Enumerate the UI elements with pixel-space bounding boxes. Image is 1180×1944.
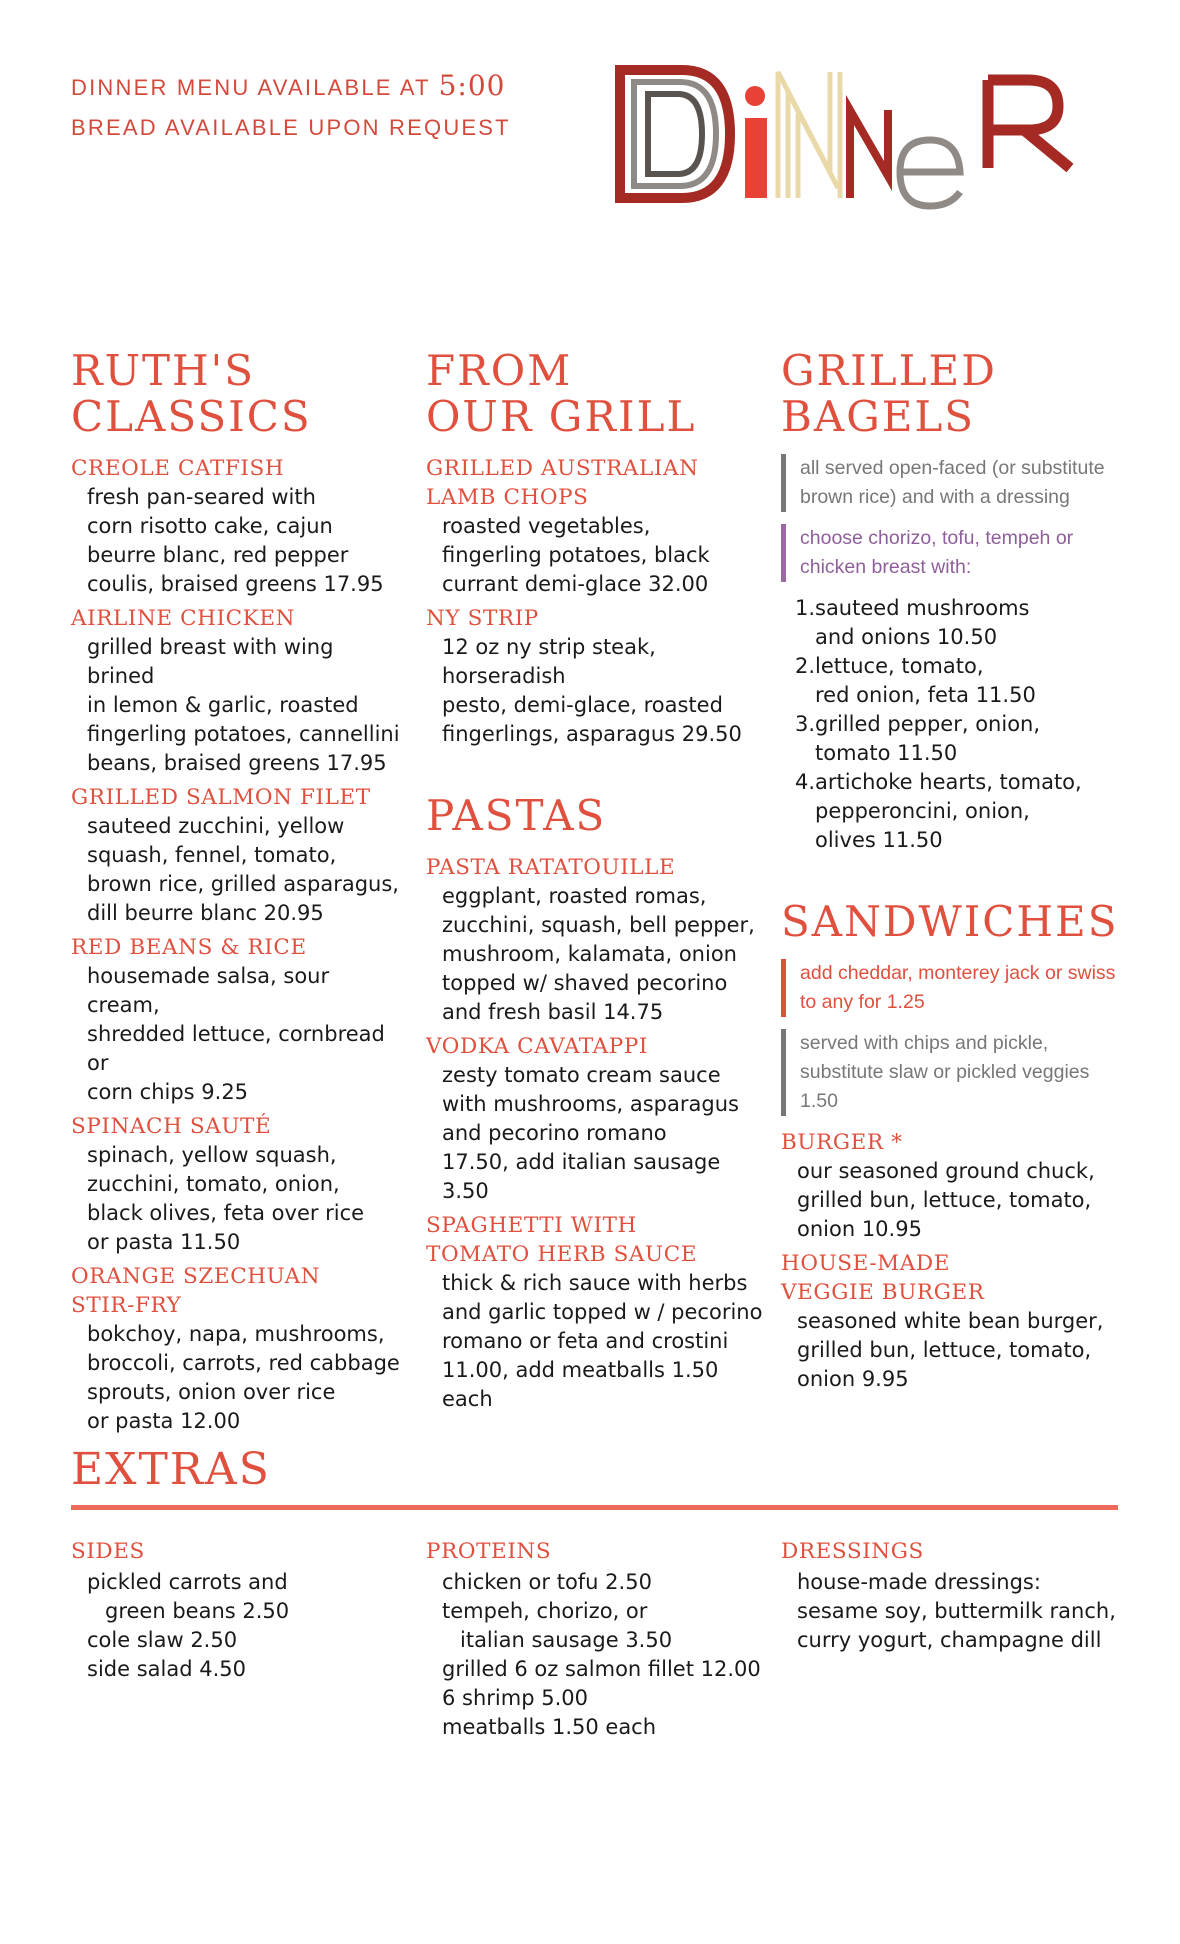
bagels-and-sandwiches-column xyxy=(781,348,1121,1399)
list-item: 2. lettuce, tomato, red onion, feta 11.50 xyxy=(795,654,1036,707)
item-description: roasted vegetables, fingerling potatoes, black currant demi-glace 32.00 xyxy=(442,514,710,596)
item-name: HOUSE-MADE VEGGIE BURGER xyxy=(781,1251,985,1305)
dressings-group xyxy=(781,1537,1121,1655)
list-item: sesame soy, buttermilk ranch, xyxy=(797,1599,1116,1623)
list-item: grilled 6 oz salmon fillet 12.00 xyxy=(442,1657,761,1681)
item-name: BURGER * xyxy=(781,1130,903,1155)
list-item: chicken or tofu 2.50 xyxy=(442,1570,652,1594)
sandwiches-title: SANDWICHES xyxy=(781,897,1119,946)
item-description: grilled breast with wing brined in lemon & garlic, roasted fingerling potatoes, cannellini beans, braised greens 17.95 xyxy=(87,635,400,775)
bagel-protein-note: choose chorizo, tofu, tempeh or chicken breast with: xyxy=(781,524,1121,582)
item-name: GRILLED AUSTRALIAN LAMB CHOPS xyxy=(426,456,699,510)
list-item: cole slaw 2.50 xyxy=(87,1628,238,1652)
item-name: SPAGHETTI WITH TOMATO HERB SAUCE xyxy=(426,1213,698,1267)
menu-item xyxy=(71,454,401,599)
bagel-serving-note: all served open-faced (or substitute brown rice) and with a dressing xyxy=(781,454,1121,512)
sides-group xyxy=(71,1537,401,1684)
menu-item xyxy=(71,1262,401,1436)
grill-and-pastas-column xyxy=(426,348,766,1419)
list-item: 4. artichoke hearts, tomato, pepperoncini, onion, olives 11.50 xyxy=(795,770,1082,852)
item-description: zesty tomato cream sauce with mushrooms, asparagus and pecorino romano 17.50, add italian sausage 3.50 xyxy=(442,1063,739,1203)
item-name: DRESSINGS xyxy=(781,1539,924,1564)
item-description: housemade salsa, sour cream, shredded lettuce, cornbread or corn chips 9.25 xyxy=(87,964,385,1104)
list-item: italian sausage 3.50 xyxy=(460,1628,673,1652)
pastas-title: PASTAS xyxy=(426,791,607,840)
item-name: RED BEANS & RICE xyxy=(71,935,307,960)
dinner-start-time: 5:00 xyxy=(438,69,506,102)
menu-item xyxy=(426,1211,766,1414)
item-name: ORANGE SZECHUAN STIR-FRY xyxy=(71,1264,321,1318)
item-name: SPINACH SAUTÉ xyxy=(71,1114,272,1139)
list-item: pickled carrots and xyxy=(87,1570,288,1594)
menu-item xyxy=(426,604,766,749)
ruths-classics-section xyxy=(71,348,401,1441)
list-item: house-made dressings: xyxy=(797,1570,1041,1594)
item-description: thick & rich sauce with herbs and garlic topped w / pecorino romano or feta and crostini 11.00, add meatballs 1.50 each xyxy=(442,1271,763,1411)
item-description: seasoned white bean burger, grilled bun, lettuce, tomato, onion 9.95 xyxy=(797,1309,1104,1391)
bread-notice: BREAD AVAILABLE UPON REQUEST xyxy=(71,115,511,140)
item-description: 12 oz ny strip steak, horseradish pesto, demi-glace, roasted fingerlings, asparagus 29.50 xyxy=(442,635,742,746)
menu-notice xyxy=(71,66,511,148)
menu-item xyxy=(781,1249,1121,1394)
list-item: 1. sauteed mushrooms and onions 10.50 xyxy=(795,596,1030,649)
menu-item xyxy=(426,1032,766,1206)
item-description: spinach, yellow squash, zucchini, tomato, onion, black olives, feta over rice or pasta 11.50 xyxy=(87,1143,365,1254)
list-item: tempeh, chorizo, or xyxy=(442,1599,648,1623)
item-description: our seasoned ground chuck, grilled bun, lettuce, tomato, onion 10.95 xyxy=(797,1159,1095,1241)
from-our-grill-title: FROM OUR GRILL xyxy=(426,346,697,441)
menu-item xyxy=(71,933,401,1107)
dinner-time-notice: DINNER MENU AVAILABLE AT 5:00 xyxy=(71,69,506,102)
item-name: SIDES xyxy=(71,1539,145,1564)
item-name: PASTA RATATOUILLE xyxy=(426,855,676,880)
item-description: eggplant, roasted romas, zucchini, squash, bell pepper, mushroom, kalamata, onion topped w/ shaved pecorino and fresh basil 14.75 xyxy=(442,884,755,1024)
list-item: curry yogurt, champagne dill xyxy=(797,1628,1102,1652)
item-name: GRILLED SALMON FILET xyxy=(71,785,371,810)
extras-divider xyxy=(71,1505,1118,1510)
extras-title: EXTRAS xyxy=(71,1444,271,1495)
menu-item xyxy=(71,783,401,928)
list-item: green beans 2.50 xyxy=(105,1599,290,1623)
list-item: 3. grilled pepper, onion, tomato 11.50 xyxy=(795,712,1041,765)
list-item: 6 shrimp 5.00 xyxy=(442,1686,588,1710)
menu-item xyxy=(781,1128,1121,1244)
item-name: NY STRIP xyxy=(426,606,539,631)
ruths-classics-title: RUTH'S CLASSICS xyxy=(71,346,312,441)
item-name: AIRLINE CHICKEN xyxy=(71,606,296,631)
item-description: sauteed zucchini, yellow squash, fennel, tomato, brown rice, grilled asparagus, dill beurre blanc 20.95 xyxy=(87,814,399,925)
menu-item xyxy=(71,1112,401,1257)
item-name: CREOLE CATFISH xyxy=(71,456,285,481)
grilled-bagels-title: GRILLED BAGELS xyxy=(781,346,997,441)
item-name: VODKA CAVATAPPI xyxy=(426,1034,649,1059)
cheese-addon-note: add cheddar, monterey jack or swiss to any for 1.25 xyxy=(781,959,1121,1017)
sandwich-sides-note: served with chips and pickle, substitute slaw or pickled veggies 1.50 xyxy=(781,1029,1121,1116)
list-item: meatballs 1.50 each xyxy=(442,1715,657,1739)
proteins-group xyxy=(426,1537,766,1742)
list-item: side salad 4.50 xyxy=(87,1657,246,1681)
menu-item xyxy=(426,454,766,599)
bagel-options-list xyxy=(781,594,1121,855)
menu-item xyxy=(71,604,401,778)
menu-item xyxy=(426,853,766,1027)
item-description: fresh pan-seared with corn risotto cake, cajun beurre blanc, red pepper coulis, braised greens 17.95 xyxy=(87,485,384,596)
dinner-logo xyxy=(612,60,1142,210)
item-description: bokchoy, napa, mushrooms, broccoli, carrots, red cabbage sprouts, onion over rice or pasta 12.00 xyxy=(87,1322,400,1433)
item-name: PROTEINS xyxy=(426,1539,552,1564)
